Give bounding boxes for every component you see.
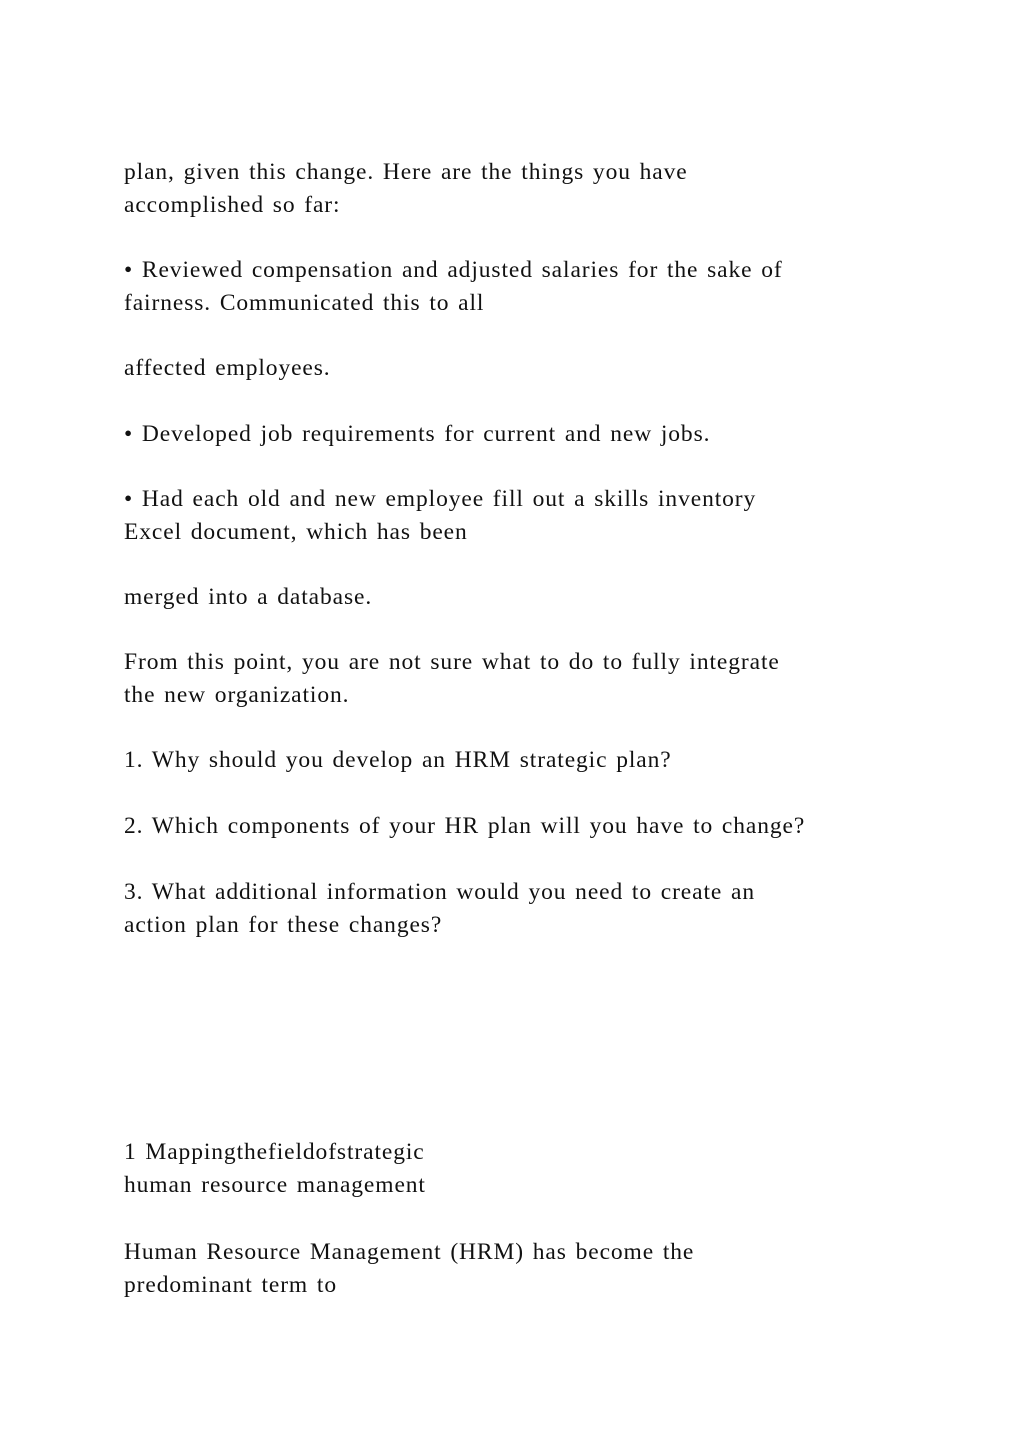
text-line: Human Resource Management (HRM) has become the: [124, 1239, 695, 1265]
text-line: human resource management: [124, 1171, 426, 1198]
question-2: [124, 810, 904, 843]
paragraph-hrm-intro: [124, 1236, 904, 1301]
text-line: action plan for these changes?: [124, 911, 443, 938]
bullet-compensation: [124, 254, 904, 319]
paragraph-merged: [124, 581, 904, 614]
question-3: [124, 876, 904, 941]
bullet-skills-inventory: [124, 483, 904, 548]
text-line: fairness. Communicated this to all: [124, 289, 485, 316]
text-line: merged into a database.: [124, 584, 373, 610]
text-line: the new organization.: [124, 681, 350, 708]
text-line: • Developed job requirements for current and new jobs.: [124, 421, 711, 447]
text-line: From this point, you are not sure what to do to fully integrate: [124, 649, 780, 675]
paragraph-affected: [124, 352, 904, 385]
text-line: affected employees.: [124, 355, 331, 381]
paragraph-intro: [124, 156, 904, 221]
text-line: plan, given this change. Here are the things you have: [124, 159, 688, 185]
text-line: 1. Why should you develop an HRM strategic plan?: [124, 747, 672, 773]
text-line: Excel document, which has been: [124, 518, 468, 545]
section-heading: [124, 1136, 904, 1201]
text-line: 3. What additional information would you need to create an: [124, 879, 755, 905]
text-line: • Had each old and new employee fill out a skills inventory: [124, 486, 757, 512]
bullet-job-requirements: [124, 418, 904, 451]
text-line: 1 Mappingthefieldofstrategic: [124, 1139, 425, 1165]
paragraph-from-this-point: [124, 646, 904, 711]
text-line: accomplished so far:: [124, 191, 341, 218]
text-line: • Reviewed compensation and adjusted salaries for the sake of: [124, 257, 783, 283]
text-line: 2. Which components of your HR plan will you have to change?: [124, 813, 806, 839]
text-line: predominant term to: [124, 1271, 337, 1298]
question-1: [124, 744, 904, 777]
